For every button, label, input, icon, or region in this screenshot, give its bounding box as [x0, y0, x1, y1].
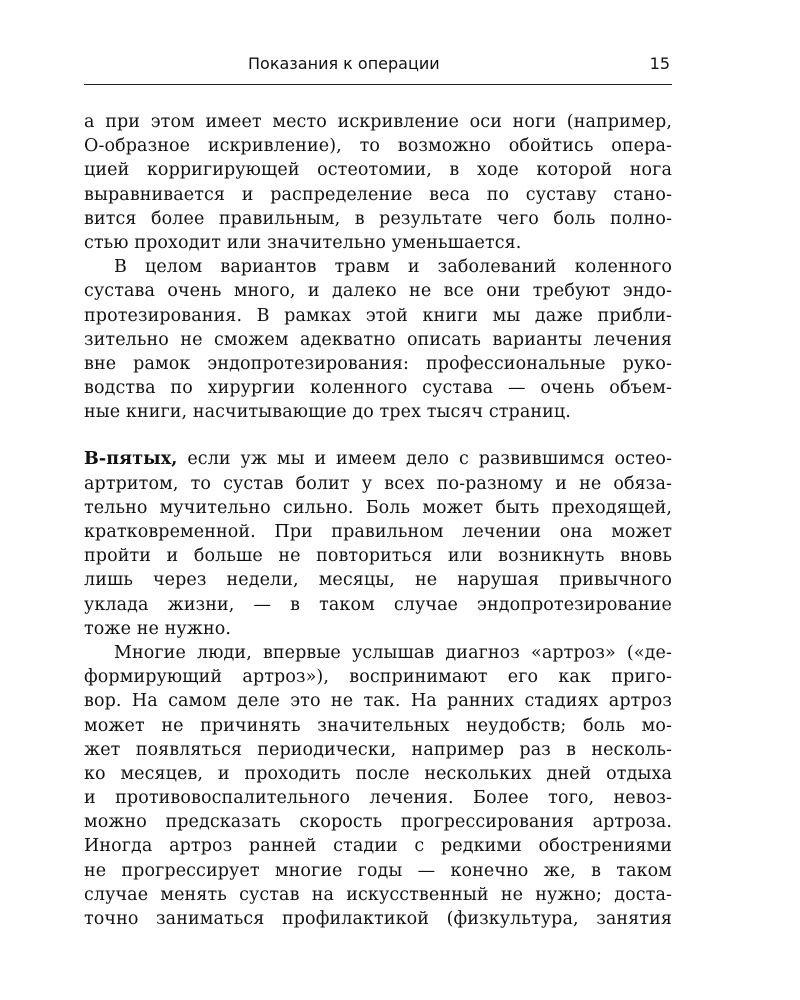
text-line: и противовоспалительного лечения. Более того, невоз- [84, 788, 672, 809]
text-line: тельно мучительно сильно. Боль может быть преходящей, [84, 497, 672, 518]
text-line: артритом, то сустав болит у всех по-разному и не обяза- [84, 473, 672, 494]
text-line: О-образное искривление), то возможно обойтись опера- [84, 136, 672, 157]
section-gap [84, 424, 672, 447]
text-line: случае менять сустав на искусственный не нужно; доста- [84, 884, 672, 905]
page-header [84, 48, 672, 85]
text-line: выравнивается и распределение веса по суставу стано- [84, 184, 672, 205]
text-line: водства по хирургии коленного сустава — очень объем- [84, 378, 672, 399]
text-line: точно заниматься профилактикой (физкультура, занятия [84, 909, 672, 929]
paragraph [84, 641, 672, 931]
text-line: жет появляться периодически, например раз в несколь- [84, 739, 672, 760]
text-line: тоже не нужно. [84, 618, 232, 639]
body-text [84, 110, 672, 931]
text-line: стью проходит или значительно уменьшается. [84, 232, 522, 253]
text-line: а при этом имеет место искривление оси ноги (например, [84, 112, 672, 132]
text-line: Многие люди, впервые услышав диагноз «артроз» («де- [114, 642, 672, 663]
text-line: кратковременной. При правильном лечении она может [84, 522, 672, 542]
text-line: ко месяцев, и проходить после нескольких дней отдыха [84, 763, 672, 784]
text-line: ные книги, насчитывающие до трех тысяч страниц. [84, 402, 571, 423]
text-line: не прогрессирует многие годы — конечно же, в таком [84, 860, 672, 881]
text-line: уклада жизни, — в таком случае эндопротезирование [84, 594, 672, 615]
text-line: формирующий артроз»), воспринимают его как приго- [84, 667, 672, 688]
text-line: лишь через недели, месяцы, не нарушая привычного [84, 570, 672, 591]
book-page [84, 0, 672, 1000]
text-line: сустава очень много, и далеко не все они требуют эндо- [84, 281, 672, 302]
text-line: вор. На самом деле это не так. На ранних стадиях артроз [84, 691, 672, 712]
text-line: В целом вариантов травм и заболеваний коленного [114, 257, 672, 278]
text-line: пройти и больше не повториться или возникнуть вновь [84, 546, 672, 567]
text-line: может не причинять значительных неудобств; боль мо- [84, 715, 672, 736]
text-line: зительно не сможем адекватно описать варианты лечения [84, 329, 672, 350]
text-line: протезирования. В рамках этой книги мы даже прибли- [84, 305, 672, 326]
text-line: Иногда артроз ранней стадии с редкими обострениями [84, 836, 672, 857]
text-line [84, 447, 672, 471]
running-title: Показания к операции [248, 54, 440, 73]
text-line: цией корригирующей остеотомии, в ходе которой нога [84, 160, 672, 181]
text-line: вится более правильным, в результате чего боль полно- [84, 208, 672, 229]
page-number: 15 [649, 54, 670, 73]
paragraph [84, 255, 672, 424]
paragraph [84, 110, 672, 255]
paragraph [84, 447, 672, 641]
text-line: можно предсказать скорость прогрессирования артроза. [84, 812, 672, 833]
text-line: вне рамок эндопротезирования: профессиональные руко- [84, 353, 672, 374]
paragraph-lead: В-пятых, [84, 449, 178, 470]
text-line-rest: если уж мы и имеем дело с развившимся остео- [177, 449, 672, 470]
